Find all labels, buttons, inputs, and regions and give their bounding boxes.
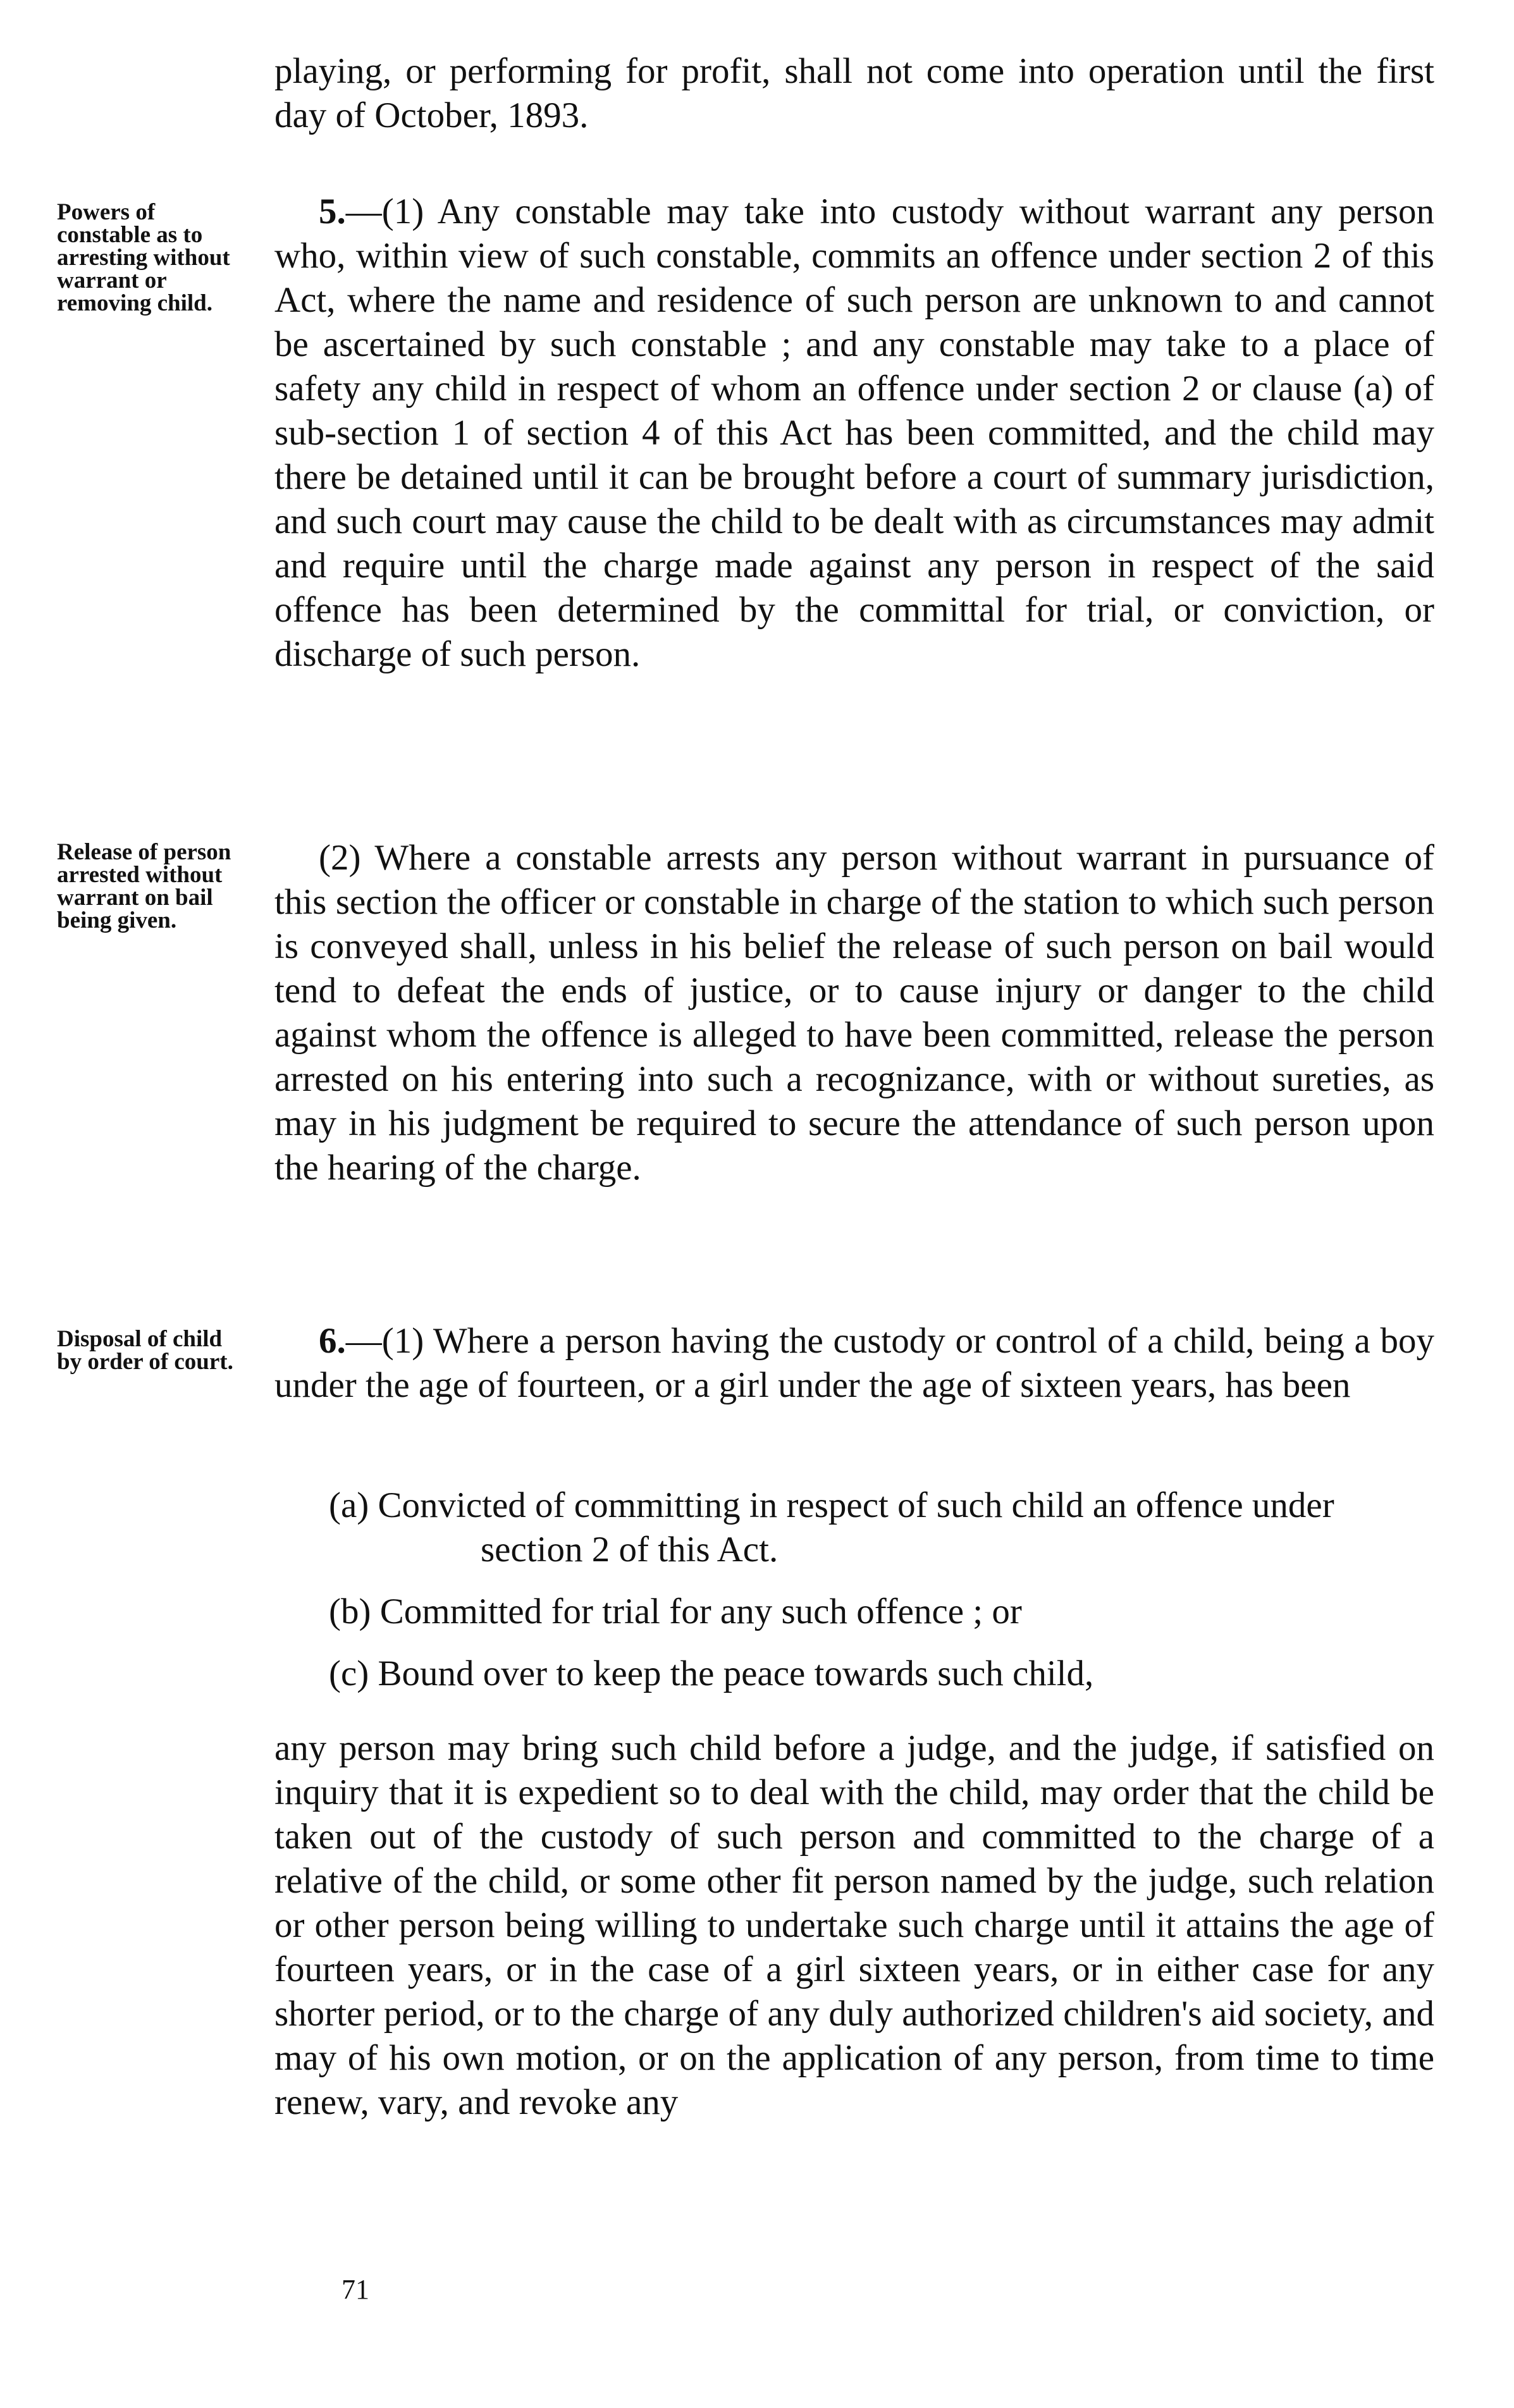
- section-6-body-text: any person may bring such child before a judge, and the judge, if satisfied on inquiry that it is expedient so to deal with the child, may order that the child be taken out of the custody of such person and committed to the charge of a relative of the child, or some other fit person named by the judge, such relation or other person being willing to undertake such charge until it attains the age of fourteen years, or in the case of a girl sixteen years, or in either case for any shorter period, or to the charge of any duly authorized children's aid society, and may of his own motion, or on the application of any person, from time to time renew, vary, and revoke any: [274, 1728, 1434, 2122]
- intro-text: playing, or performing for profit, shall not come into operation until the first day of October, 1893.: [274, 51, 1434, 135]
- clause-c: [329, 1652, 1434, 1696]
- section-6-intro-text: —(1) Where a person having the custody or control of a child, being a boy under the age of fourteen, or a girl under the age of sixteen years, has been: [274, 1321, 1434, 1405]
- page-number: 71: [342, 2274, 369, 2305]
- section-6-intro: [274, 1319, 1434, 1408]
- intro-paragraph: [274, 49, 1434, 138]
- clause-b-label: (b): [329, 1592, 371, 1631]
- sidenote-section-6: Disposal of child by order of court.: [57, 1326, 233, 1375]
- clause-b: [329, 1590, 1434, 1634]
- section-6-clauses: [329, 1484, 1434, 1696]
- section-5-subsection-2: [274, 836, 1434, 1190]
- clause-a-label: (a): [329, 1485, 369, 1525]
- section-5-subsection-1-text: —(1) Any constable may take into custody without warrant any person who, within view of such constable, commits an offence under section 2 of this Act, where the name and residence of such person are unknown to and cannot be ascertained by such constable ; and any constable may take to a place of safety any child in respect of whom an offence under section 2 or clause (a) of sub-section 1 of section 4 of this Act has been committed, and the child may there be detained until it can be brought before a court of summary jurisdiction, and such court may cause the child to be dealt with as circumstances may admit and require until the charge made against any person in respect of the said offence has been determined by the committal for trial, or conviction, or discharge of such person.: [274, 192, 1434, 674]
- clause-a: [329, 1484, 1434, 1572]
- section-6-body: [274, 1726, 1434, 2125]
- section-5-subsection-1: [274, 190, 1434, 677]
- section-6-number: 6.: [319, 1321, 346, 1361]
- sidenote-section-5-2: Release of person arrested without warrant on bail being given.: [57, 839, 231, 933]
- clause-c-label: (c): [329, 1654, 369, 1693]
- clause-c-text: Bound over to keep the peace towards such child,: [378, 1654, 1094, 1693]
- clause-a-text: Convicted of committing in respect of such child an offence under section 2 of this Act.: [378, 1485, 1334, 1570]
- sidenote-section-5: Powers of constable as to arresting without warrant or removing child.: [57, 199, 230, 316]
- section-5-subsection-2-text: (2) Where a constable arrests any person without warrant in pursuance of this section the officer or constable in charge of the station to which such person is conveyed shall, unless in his belief the release of such person on bail would tend to defeat the ends of justice, or to cause injury or danger to the child against whom the offence is alleged to have been committed, release the person arrested on his entering into such a recognizance, with or without sureties, as may in his judgment be required to secure the attendance of such person upon the hearing of the charge.: [274, 838, 1434, 1188]
- section-5-number: 5.: [319, 192, 346, 231]
- clause-b-text: Committed for trial for any such offence ; or: [379, 1592, 1022, 1631]
